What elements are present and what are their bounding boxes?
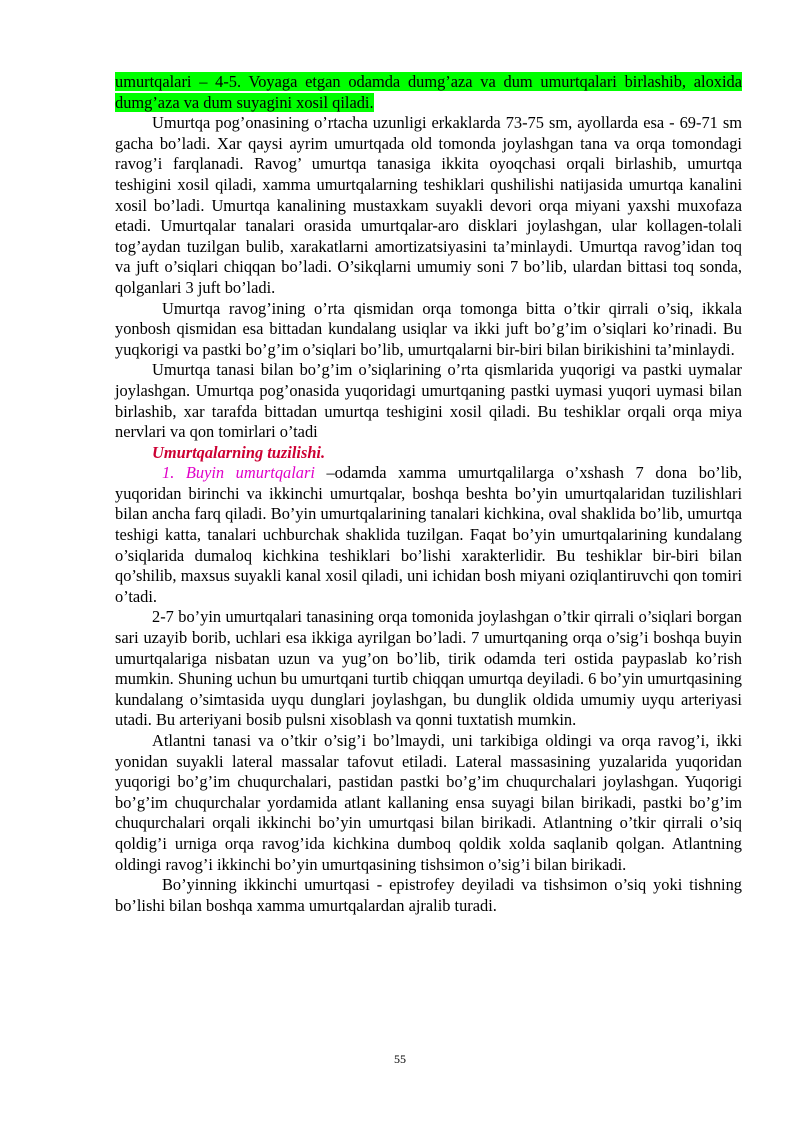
paragraph: Umurtqa pog’onasining o’rtacha uzunligi erkaklarda 73-75 sm, ayollarda esa - 69-71 sm gacha bo’ladi. Xar qaysi ayrim umurtqada old tomonda joylashgan tana va orqa tomondagi ravog’i farqlanadi. Ravog’ umurtqa tanasiga ikkita oyoqchasi orqali birlashib, umurtqa teshigini xosil qiladi, xamma umurtqalarning teshiklari qushilishi natijasida umurtqa kanalini xosil bo’ladi. Umurtqa kanalining mustaxkam suyakli devori orqa miyani yaxshi muxofaza etadi. Umurtqalar tanalari orasida umurtqalar-aro disklari joylashgan, ular kollagen-tolali tog’aydan tuzilgan bulib, xarakatlarni amortizatsiyasini ta’minlaydi. Umurtqa ravog’idan toq va juft o’siqlari chiqqan bo’ladi. O’sikqlarni umumiy soni 7 bo’lib, ulardan bittasi toq sonda, qolganlari 3 juft bo’ladi.: [115, 113, 742, 297]
paragraph: Umurtqa tanasi bilan bo’g’im o’siqlarining o’rta qismlarida yuqorigi va pastki uymalar joylashgan. Umurtqa pog’onasida yuqoridagi umurtqaning pastki uymasi yuqori uymasi bilan birlashib, xar tarafda bittadan umurtqa teshigini xosil qiladi. Bu teshiklar orqali orqa miya nervlari va qon tomirlari o’tadi: [115, 360, 742, 442]
intro-paragraph: [115, 72, 742, 113]
paragraph: Umurtqa ravog’ining o’rta qismidan orqa tomonga bitta o’tkir qirrali o’siq, ikkala yonbosh qismidan esa bittadan kundalang usiqlar va ikki juft bo’g’im o’siqlari ko’rinadi. Bu yuqkorigi va pastki bo’g’im o’siqlari bo’lib, umurtqalarni bir-biri bilan birikishini ta’minlaydi.: [115, 298, 742, 359]
paragraph: Bo’yinning ikkinchi umurtqasi - epistrofey deyiladi va tishsimon o’siq yoki tishning bo’lishi bilan boshqa xamma umurtqalardan ajralib turadi.: [115, 875, 742, 915]
document-page: [115, 72, 742, 916]
list-item: [115, 463, 742, 607]
list-item-label: 1. Buyin umurtqalari: [162, 463, 315, 483]
paragraph: Atlantni tanasi va o’tkir o’sig’i bo’lmaydi, uni tarkibiga oldingi va orqa ravog’i, ikki yonidan suyakli lateral massalar tafovut etiladi. Lateral massasining yuzalarida yuqoridan yuqorigi bo’g’im chuqurchalari, pastidan pastki bo’g’im chuqurchalari joylashgan. Yuqorigi bo’g’im chuqurchalar yordamida atlant kallaning ensa suyagi bilan birikadi, pastki bo’g’im chuqurchalari orqali ikkinchi bo’yin umurtqasi bilan birikadi. Atlantning o’tkir qirrali o’siq qoldig’i urniga orqa ravog’ida kichkina dumboq qoldik xolda saqlanib qolgan. Atlantning oldingi ravog’i ikkinchi bo’yin umurtqasining tishsimon o’sig’i bilan birikadi.: [115, 731, 742, 874]
page-number: 55: [394, 1052, 406, 1066]
section-heading: Umurtqalarning tuzilishi.: [152, 442, 326, 462]
paragraph: 2-7 bo’yin umurtqalari tanasining orqa tomonida joylashgan o’tkir qirrali o’siqlari borgan sari uzayib borib, uchlari esa ikkiga ayrilgan bo’ladi. 7 umurtqaning orqa o’sig’i boshqa buyin umurtqalariga nisbatan uzun va yug’on bo’lib, tirik odamda teri ostida paypaslab ko’rish mumkin. Shuning uchun bu umurtqani turtib chiqqan umurtqa deyiladi. 6 bo’yin umurtqasining kundalang o’simtasida uyqu dunglari joylashgan, bu dunglik oldida umumiy uyqu arteriyasi utadi. Bu arteriyani bosib pulsni xisoblash va qonni tuxtatish mumkin.: [115, 607, 742, 730]
highlighted-text: umurtqalari – 4-5. Voyaga etgan odamda dumg’aza va dum umurtqalari birlashib, aloxida dumg’aza va dum suyagini xosil qiladi.: [115, 72, 742, 112]
list-item-text: –odamda xamma umurtqalilarga o’xshash 7 dona bo’lib, yuqoridan birinchi va ikkinchi umurtqalar, boshqa beshta bo’yin umurtqalaridan tuzilishlari bilan ancha farq qiladi. Bo’yin umurtqalarining tanalari kichkina, oval shaklida bo’lib, umurtqa teshigi katta, tanalari uchburchak shaklida tuzilgan. Faqat bo’yin umurtqalarining kundalang o’siqlarida dumaloq kichkina teshiklari bo’lishi xarakterlidir. Bu teshiklar bir-biri bilan qo’shilib, maxsus suyakli kanal xosil qiladi, uni ichidan bosh miyani oziqlantiruvchi qon tomiri o’tadi.: [115, 463, 742, 606]
